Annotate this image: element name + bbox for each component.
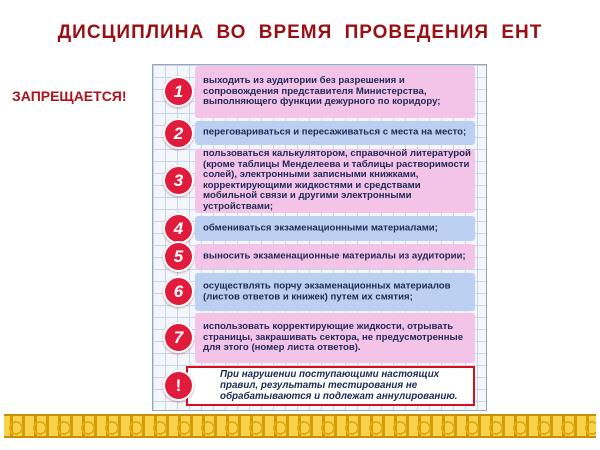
- rule-text: обмениваться экзаменационными материалами;: [203, 222, 438, 234]
- rule-item-5: [165, 244, 475, 269]
- prohibited-label: ЗАПРЕЩАЕТСЯ!: [12, 88, 127, 104]
- rule-item-1: [165, 66, 475, 118]
- rule-text: выносить экзаменационные материалы из аудитории;: [203, 250, 466, 262]
- warning-notice: [165, 366, 475, 406]
- warning-text: При нарушении поступающими настоящих правил, результаты тестирования не обрабатываются и подлежат аннулированию.: [220, 368, 458, 402]
- rule-item-6: [165, 273, 475, 311]
- exclamation-icon: !: [165, 372, 192, 399]
- rule-number-badge: 5: [165, 243, 192, 270]
- warning-box: [186, 366, 475, 406]
- rule-text: использовать корректирующие жидкости, отрывать страницы, закрашивать сектора, не предусмотренные для этого (номер листа ответов).: [203, 321, 464, 354]
- rule-number-badge: 6: [165, 278, 192, 305]
- rule-text: осуществлять порчу экзаменационных материалов (листов ответов и книжек) путем их смятия;: [203, 280, 451, 302]
- page-title: ДИСЦИПЛИНА ВО ВРЕМЯ ПРОВЕДЕНИЯ ЕНТ: [57, 22, 543, 43]
- rule-text: пользоваться калькулятором, справочной литературой (кроме таблицы Менделеева и таблицы растворимости солей), электронными записными книжками, корректирующими жидкостями и средствами мобильной связи и другими электронными устройствами;: [203, 148, 471, 213]
- rule-number-badge: 2: [165, 120, 192, 147]
- rule-text: переговариваться и пересаживаться с места на место;: [203, 126, 467, 138]
- ornament-border: [4, 414, 596, 438]
- rule-item-2: [165, 121, 475, 145]
- rule-text: выходить из аудитории без разрешения и сопровождения представителя Министерства, выполняющего функции дежурного по коридору;: [203, 75, 441, 108]
- rule-item-4: [165, 216, 475, 241]
- rule-number-badge: 7: [165, 324, 192, 351]
- rule-number-badge: 3: [165, 167, 192, 194]
- rule-number-badge: 1: [165, 78, 192, 105]
- rule-item-7: [165, 313, 475, 363]
- rule-number-badge: 4: [165, 215, 192, 242]
- rule-item-3: [165, 149, 475, 213]
